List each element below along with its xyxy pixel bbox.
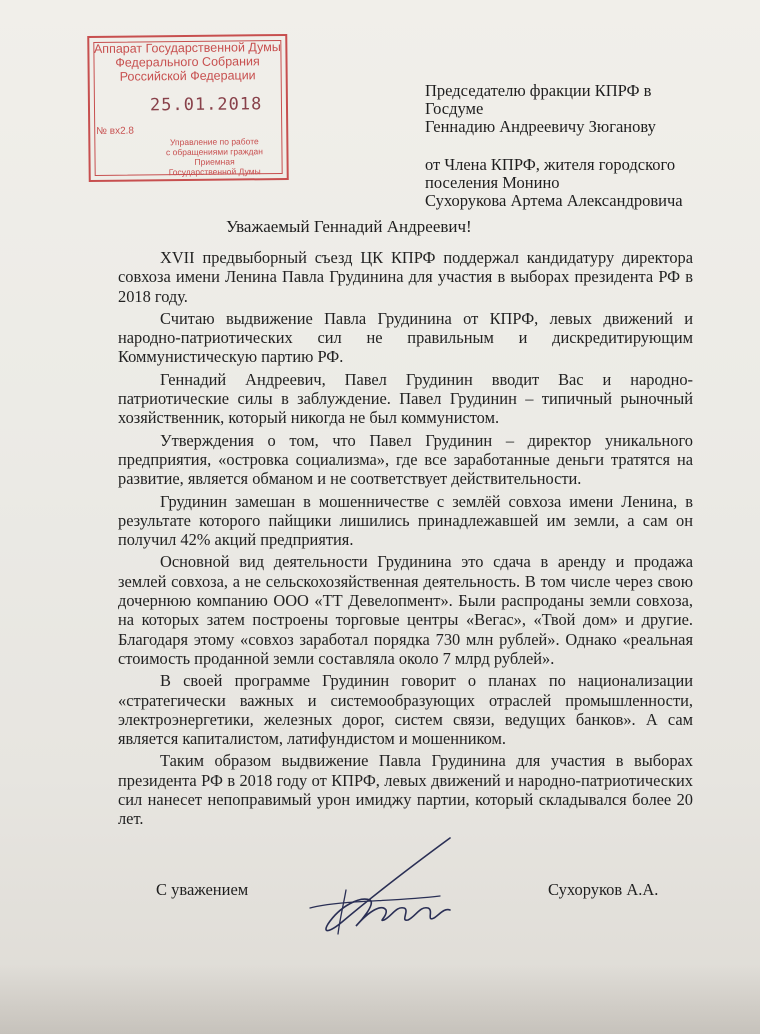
stamp-dept-line: с обращениями граждан (165, 146, 263, 158)
stamp-header (89, 40, 285, 84)
stamp-department (144, 136, 284, 177)
stamp-line: Российской Федерации (119, 68, 256, 84)
to-line: Госдуме (425, 99, 484, 118)
handwritten-signature (300, 830, 480, 940)
stamp-line: Аппарат Государственной Думы (93, 40, 281, 56)
paragraph: В своей программе Грудинин говорит о планах по национализации «стратегически важных и системообразующих отраслей промышленности, электроэнергетики, железных дорог, систем связи, ведущих банков». А сам является капиталистом, латифундистом и мошенником. (118, 671, 693, 749)
letter-body (118, 248, 693, 829)
paragraph: Геннадий Андреевич, Павел Грудинин вводит Вас и народно-патриотические силы в заблуждение. Павел Грудинин – типичный рыночный хозяйственник, который никогда не был коммунистом. (118, 369, 693, 428)
to-line: Председателю фракции КПРФ в (425, 81, 652, 100)
paragraph: Основной вид деятельности Грудинина это сдача в аренду и продажа землей совхоза, а не сельскохозяйственная деятельность. В том числе через свою дочернюю компанию ООО «ТТ Девелопмент». Были распроданы земли совхоза, на которых затем построены торговые центры «Вегас», «Твой дом» и другие. Благодаря этому «совхоз заработал порядка 730 млн рублей». Однако «реальная стоимость проданной земли составляла около 7 млрд рублей». (118, 552, 693, 668)
paragraph: Таким образом выдвижение Павла Грудинина для участия в выборах президента РФ в 2018 году от КПРФ, левых движений и народно-патриотических сил нанесет непоправимый урон имиджу партии, который складывался более 20 лет. (118, 751, 693, 829)
closing-regards: С уважением (156, 880, 249, 899)
from-line: от Члена КПРФ, жителя городского (425, 155, 676, 174)
stamp-dept-line: Государственной Думы (168, 166, 261, 178)
page-shadow (0, 964, 760, 1034)
from-line: Сухорукова Артема Александровича (425, 191, 683, 210)
signer-name: Сухоруков А.А. (548, 880, 659, 899)
paragraph: XVII предвыборный съезд ЦК КПРФ поддержал кандидатуру директора совхоза имени Ленина Павла Грудинина для участия в выборах президента РФ в 2018 году. (118, 248, 693, 306)
to-line: Геннадию Андреевичу Зюганову (425, 117, 656, 136)
stamp-line: Федерального Собрания (115, 54, 260, 70)
addressee-block (425, 82, 725, 210)
stamp-date: 25.01.2018 (149, 94, 263, 116)
paragraph: Считаю выдвижение Павла Грудинина от КПРФ, левых движений и народно-патриотических сил не правильным и дискредитирующим Коммунистическую партию РФ. (118, 308, 693, 367)
registration-stamp (87, 34, 289, 182)
stamp-dept-line: Приемная (194, 156, 235, 167)
stamp-number: № вх2.8 (96, 125, 135, 137)
from-line: поселения Монино (425, 173, 560, 192)
stamp-dept-line: Управление по работе (169, 136, 259, 148)
paragraph: Грудинин замешан в мошенничестве с землёй совхоза имени Ленина, в результате которого пайщики лишились принадлежавшей им земли, а сам он получил 42% акций предприятия. (118, 491, 693, 550)
salutation: Уважаемый Геннадий Андреевич! (226, 217, 472, 236)
paragraph: Утверждения о том, что Павел Грудинин – директор уникального предприятия, «островка социализма», где все заработанные деньги тратятся на развитие, является обманом и не соответствует действительности. (118, 430, 693, 489)
